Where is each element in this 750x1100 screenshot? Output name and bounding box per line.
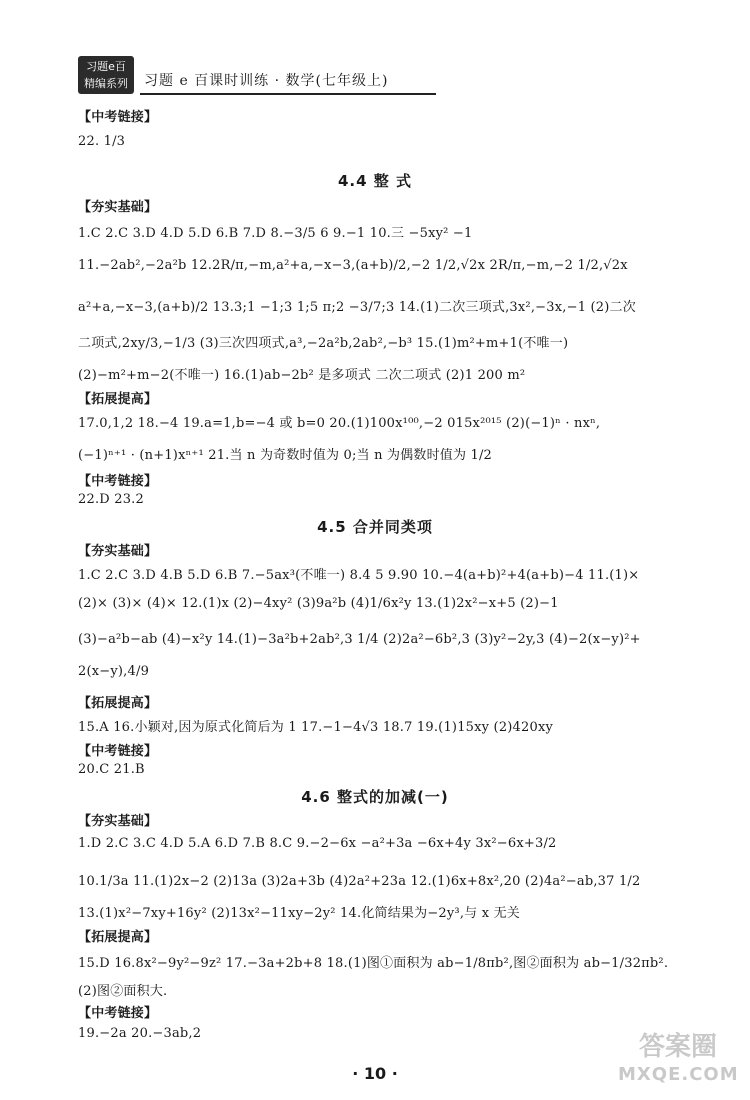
answer-line: 1.C 2.C 3.D 4.D 5.D 6.B 7.D 8.−3/5 6 9.−1 10.三 −5xy² −1 (78, 226, 473, 241)
logo-line2: 精编系列 (84, 77, 128, 90)
section-tag: 【拓展提高】 (78, 392, 158, 407)
section-tag: 【中考链接】 (78, 474, 158, 489)
logo-line1: 习题e百 (86, 60, 126, 73)
section-tag: 【中考链接】 (78, 110, 158, 125)
page-number: · 10 · (352, 1064, 398, 1083)
page-header (78, 56, 678, 98)
answer-line: 19.−2a 20.−3ab,2 (78, 1026, 202, 1041)
section-title-4-6: 4.6 整式的加减(一) (301, 788, 449, 806)
answer-line: 1.D 2.C 3.C 4.D 5.A 6.D 7.B 8.C 9.−2−6x −a²+3a −6x+4y 3x²−6x+3/2 (78, 836, 557, 851)
answer-line: 20.C 21.B (78, 762, 145, 777)
section-tag: 【夯实基础】 (78, 814, 158, 829)
answer-line: 15.D 16.8x²−9y²−9z² 17.−3a+2b+8 18.(1)图①面积为 ab−1/8πb²,图②面积为 ab−1/32πb². (78, 956, 669, 971)
answer-line: 22.D 23.2 (78, 492, 144, 507)
answer-line: 2(x−y),4/9 (78, 664, 150, 679)
section-tag: 【中考链接】 (78, 744, 158, 759)
watermark-url: MXQE.COM (618, 1064, 739, 1085)
section-tag: 【中考链接】 (78, 1006, 158, 1021)
section-title-4-5: 4.5 合并同类项 (317, 518, 433, 536)
answer-line: 15.A 16.小颖对,因为原式化简后为 1 17.−1−4√3 18.7 19.(1)15xy (2)420xy (78, 720, 554, 735)
answer-line: (3)−a²b−ab (4)−x²y 14.(1)−3a²b+2ab²,3 1/4 (2)2a²−6b²,3 (3)y²−2y,3 (4)−2(x−y)²+ (78, 632, 641, 647)
answer-line: (−1)ⁿ⁺¹ · (n+1)xⁿ⁺¹ 21.当 n 为奇数时值为 0;当 n 为偶数时值为 1/2 (78, 448, 493, 463)
answer-line: (2)−m²+m−2(不唯一) 16.(1)ab−2b² 是多项式 二次二项式 (2)1 200 m² (78, 368, 526, 383)
section-tag: 【拓展提高】 (78, 930, 158, 945)
answer-line: (2)图②面积大. (78, 984, 168, 999)
section-tag: 【拓展提高】 (78, 696, 158, 711)
answer-line: 17.0,1,2 18.−4 19.a=1,b=−4 或 b=0 20.(1)100x¹⁰⁰,−2 015x²⁰¹⁵ (2)(−1)ⁿ · nxⁿ, (78, 416, 601, 431)
answer-line: 22. 1/3 (78, 134, 126, 149)
answer-line: (2)× (3)× (4)× 12.(1)x (2)−4xy² (3)9a²b (4)1/6x²y 13.(1)2x²−x+5 (2)−1 (78, 596, 559, 611)
answer-line: 二项式,2xy/3,−1/3 (3)三次四项式,a³,−2a²b,2ab²,−b³ 15.(1)m²+m+1(不唯一) (78, 336, 569, 351)
header-rule (140, 93, 436, 95)
section-title-4-4: 4.4 整 式 (337, 172, 413, 190)
answer-line: a²+a,−x−3,(a+b)/2 13.3;1 −1;3 1;5 π;2 −3/7;3 14.(1)二次三项式,3x²,−3x,−1 (2)二次 (78, 300, 636, 315)
answer-line: 10.1/3a 11.(1)2x−2 (2)13a (3)2a+3b (4)2a²+23a 12.(1)6x+8x²,20 (2)4a²−ab,37 1/2 (78, 874, 641, 889)
watermark-text: 答案圈 (638, 1032, 717, 1062)
section-tag: 【夯实基础】 (78, 544, 158, 559)
series-logo (78, 56, 134, 94)
answer-line: 13.(1)x²−7xy+16y² (2)13x²−11xy−2y² 14.化简结果为−2y³,与 x 无关 (78, 906, 520, 921)
answer-line: 1.C 2.C 3.D 4.B 5.D 6.B 7.−5ax³(不唯一) 8.4 5 9.90 10.−4(a+b)²+4(a+b)−4 11.(1)× (78, 568, 640, 583)
section-tag: 【夯实基础】 (78, 200, 158, 215)
watermark-logo (618, 1030, 738, 1094)
answer-line: 11.−2ab²,−2a²b 12.2R/π,−m,a²+a,−x−3,(a+b)/2,−2 1/2,√2x 2R/π,−m,−2 1/2,√2x (78, 258, 628, 273)
book-title: 习题 e 百课时训练 · 数学(七年级上) (144, 73, 389, 89)
